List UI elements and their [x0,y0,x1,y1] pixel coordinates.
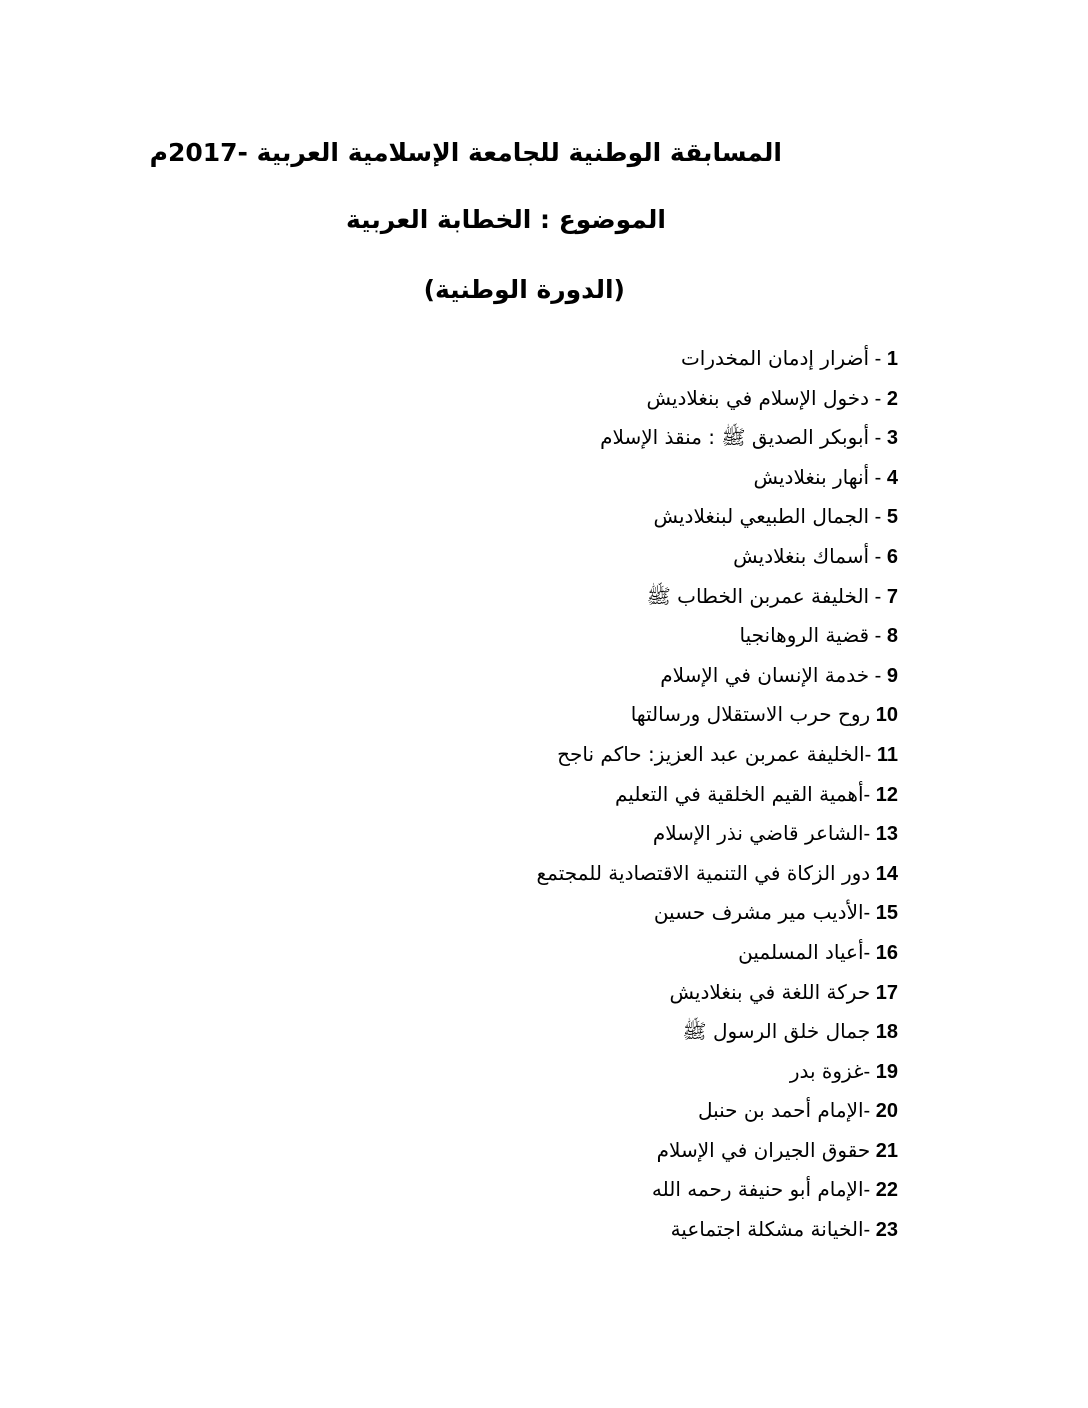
topic-text: الجمال الطبيعي لبنغلاديش [653,504,870,529]
topic-text: الإمام أبو حنيفة رحمه الله [651,1177,864,1202]
topic-number: 15 [875,902,898,925]
topic-separator: - [863,1179,876,1202]
topic-number: 11 [876,743,898,766]
topic-separator: - [869,625,887,648]
topic-separator: - [869,466,887,489]
topic-number: 6 [886,545,898,568]
topic-item [537,934,899,974]
topic-text: أنهار بنغلاديش [753,464,870,489]
topic-item [537,696,899,736]
topic-number: 19 [875,1060,898,1083]
document-subject: الموضوع : الخطابة العربية [345,205,666,234]
topic-separator: - [864,743,877,766]
topic-text: خدمة الإنسان في الإسلام [660,662,870,687]
topic-number: 7 [886,585,898,608]
topic-text: أسماك بنغلاديش [733,543,870,568]
topic-text: قضية الروهانجيا [739,623,870,648]
topic-text: غزوة بدر [789,1058,864,1083]
topic-item [537,578,899,618]
topic-item [537,815,899,855]
topic-item [537,380,899,420]
topic-number: 23 [875,1219,898,1242]
topic-text: الأديب مير مشرف حسين [653,900,864,925]
topic-number: 12 [875,783,898,806]
topic-number: 14 [875,862,898,885]
topic-item [537,538,899,578]
topic-number: 2 [886,387,898,410]
topic-separator: - [869,427,887,450]
topic-number: 5 [886,506,898,529]
topic-item [537,776,899,816]
topic-item [537,498,899,538]
topic-text: حركة اللغة في بنغلاديش [669,979,871,1004]
topic-text: الخليفة عمربن عبد العزيز: حاكم ناجح [557,741,865,766]
topic-text: الخيانة مشكلة اجتماعية [670,1217,864,1242]
topic-item [537,974,899,1014]
topic-item [537,1211,899,1251]
topic-separator: - [863,902,876,925]
topic-text: أبوبكر الصديق ﷺ : منقذ الإسلام [600,425,870,450]
topic-number: 22 [875,1179,898,1202]
document-session: (الدورة الوطنية) [423,275,625,304]
topic-text: أهمية القيم الخلقية في التعليم [614,781,864,806]
topic-text: دور الزكاة في التنمية الاقتصادية للمجتمع [536,860,871,885]
topic-number: 18 [875,1021,898,1044]
topic-text: حقوق الجيران في الإسلام [656,1137,871,1162]
topic-separator: - [869,664,887,687]
topic-separator: - [863,1100,876,1123]
topic-number: 8 [886,625,898,648]
topic-separator: - [869,348,887,370]
topic-item [537,894,899,934]
topic-text: دخول الإسلام في بنغلاديش [646,385,870,410]
topic-text: روح حرب الاستقلال ورسالتها [630,702,871,727]
topic-list [537,340,899,1251]
topic-number: 1 [886,348,898,370]
topic-item [537,459,899,499]
topic-text: الخليفة عمربن الخطاب ﷺ [646,583,870,608]
topic-separator: - [869,585,887,608]
topic-number: 21 [875,1139,898,1162]
topic-item [537,340,899,380]
topic-text: الشاعر قاضي نذر الإسلام [652,821,864,846]
topic-separator: - [863,941,876,964]
topic-item [537,1171,899,1211]
topic-item [537,1132,899,1172]
topic-separator: - [863,783,876,806]
document-title: المسابقة الوطنية للجامعة الإسلامية العربية -2017م [149,138,782,167]
topic-separator: - [863,1219,876,1242]
topic-text: الإمام أحمد بن حنبل [697,1098,864,1123]
topic-item [537,1092,899,1132]
topic-separator: - [869,387,887,410]
topic-item [537,1013,899,1053]
topic-number: 3 [886,427,898,450]
topic-separator: - [863,1060,876,1083]
topic-item [537,657,899,697]
topic-number: 13 [875,823,898,846]
topic-number: 4 [886,466,898,489]
topic-separator: - [869,506,887,529]
topic-item [537,617,899,657]
topic-text: جمال خلق الرسول ﷺ [682,1019,871,1044]
topic-item [537,419,899,459]
topic-number: 20 [875,1100,898,1123]
topic-item [537,736,899,776]
topic-text: أعياد المسلمين [738,939,864,964]
topic-text: أضرار إدمان المخدرات [680,346,870,370]
topic-number: 17 [875,981,898,1004]
topic-item [537,1053,899,1093]
topic-number: 9 [886,664,898,687]
topic-separator: - [869,545,887,568]
topic-separator: - [863,823,876,846]
topic-number: 16 [875,941,898,964]
topic-number: 10 [875,704,898,727]
topic-item [537,855,899,895]
